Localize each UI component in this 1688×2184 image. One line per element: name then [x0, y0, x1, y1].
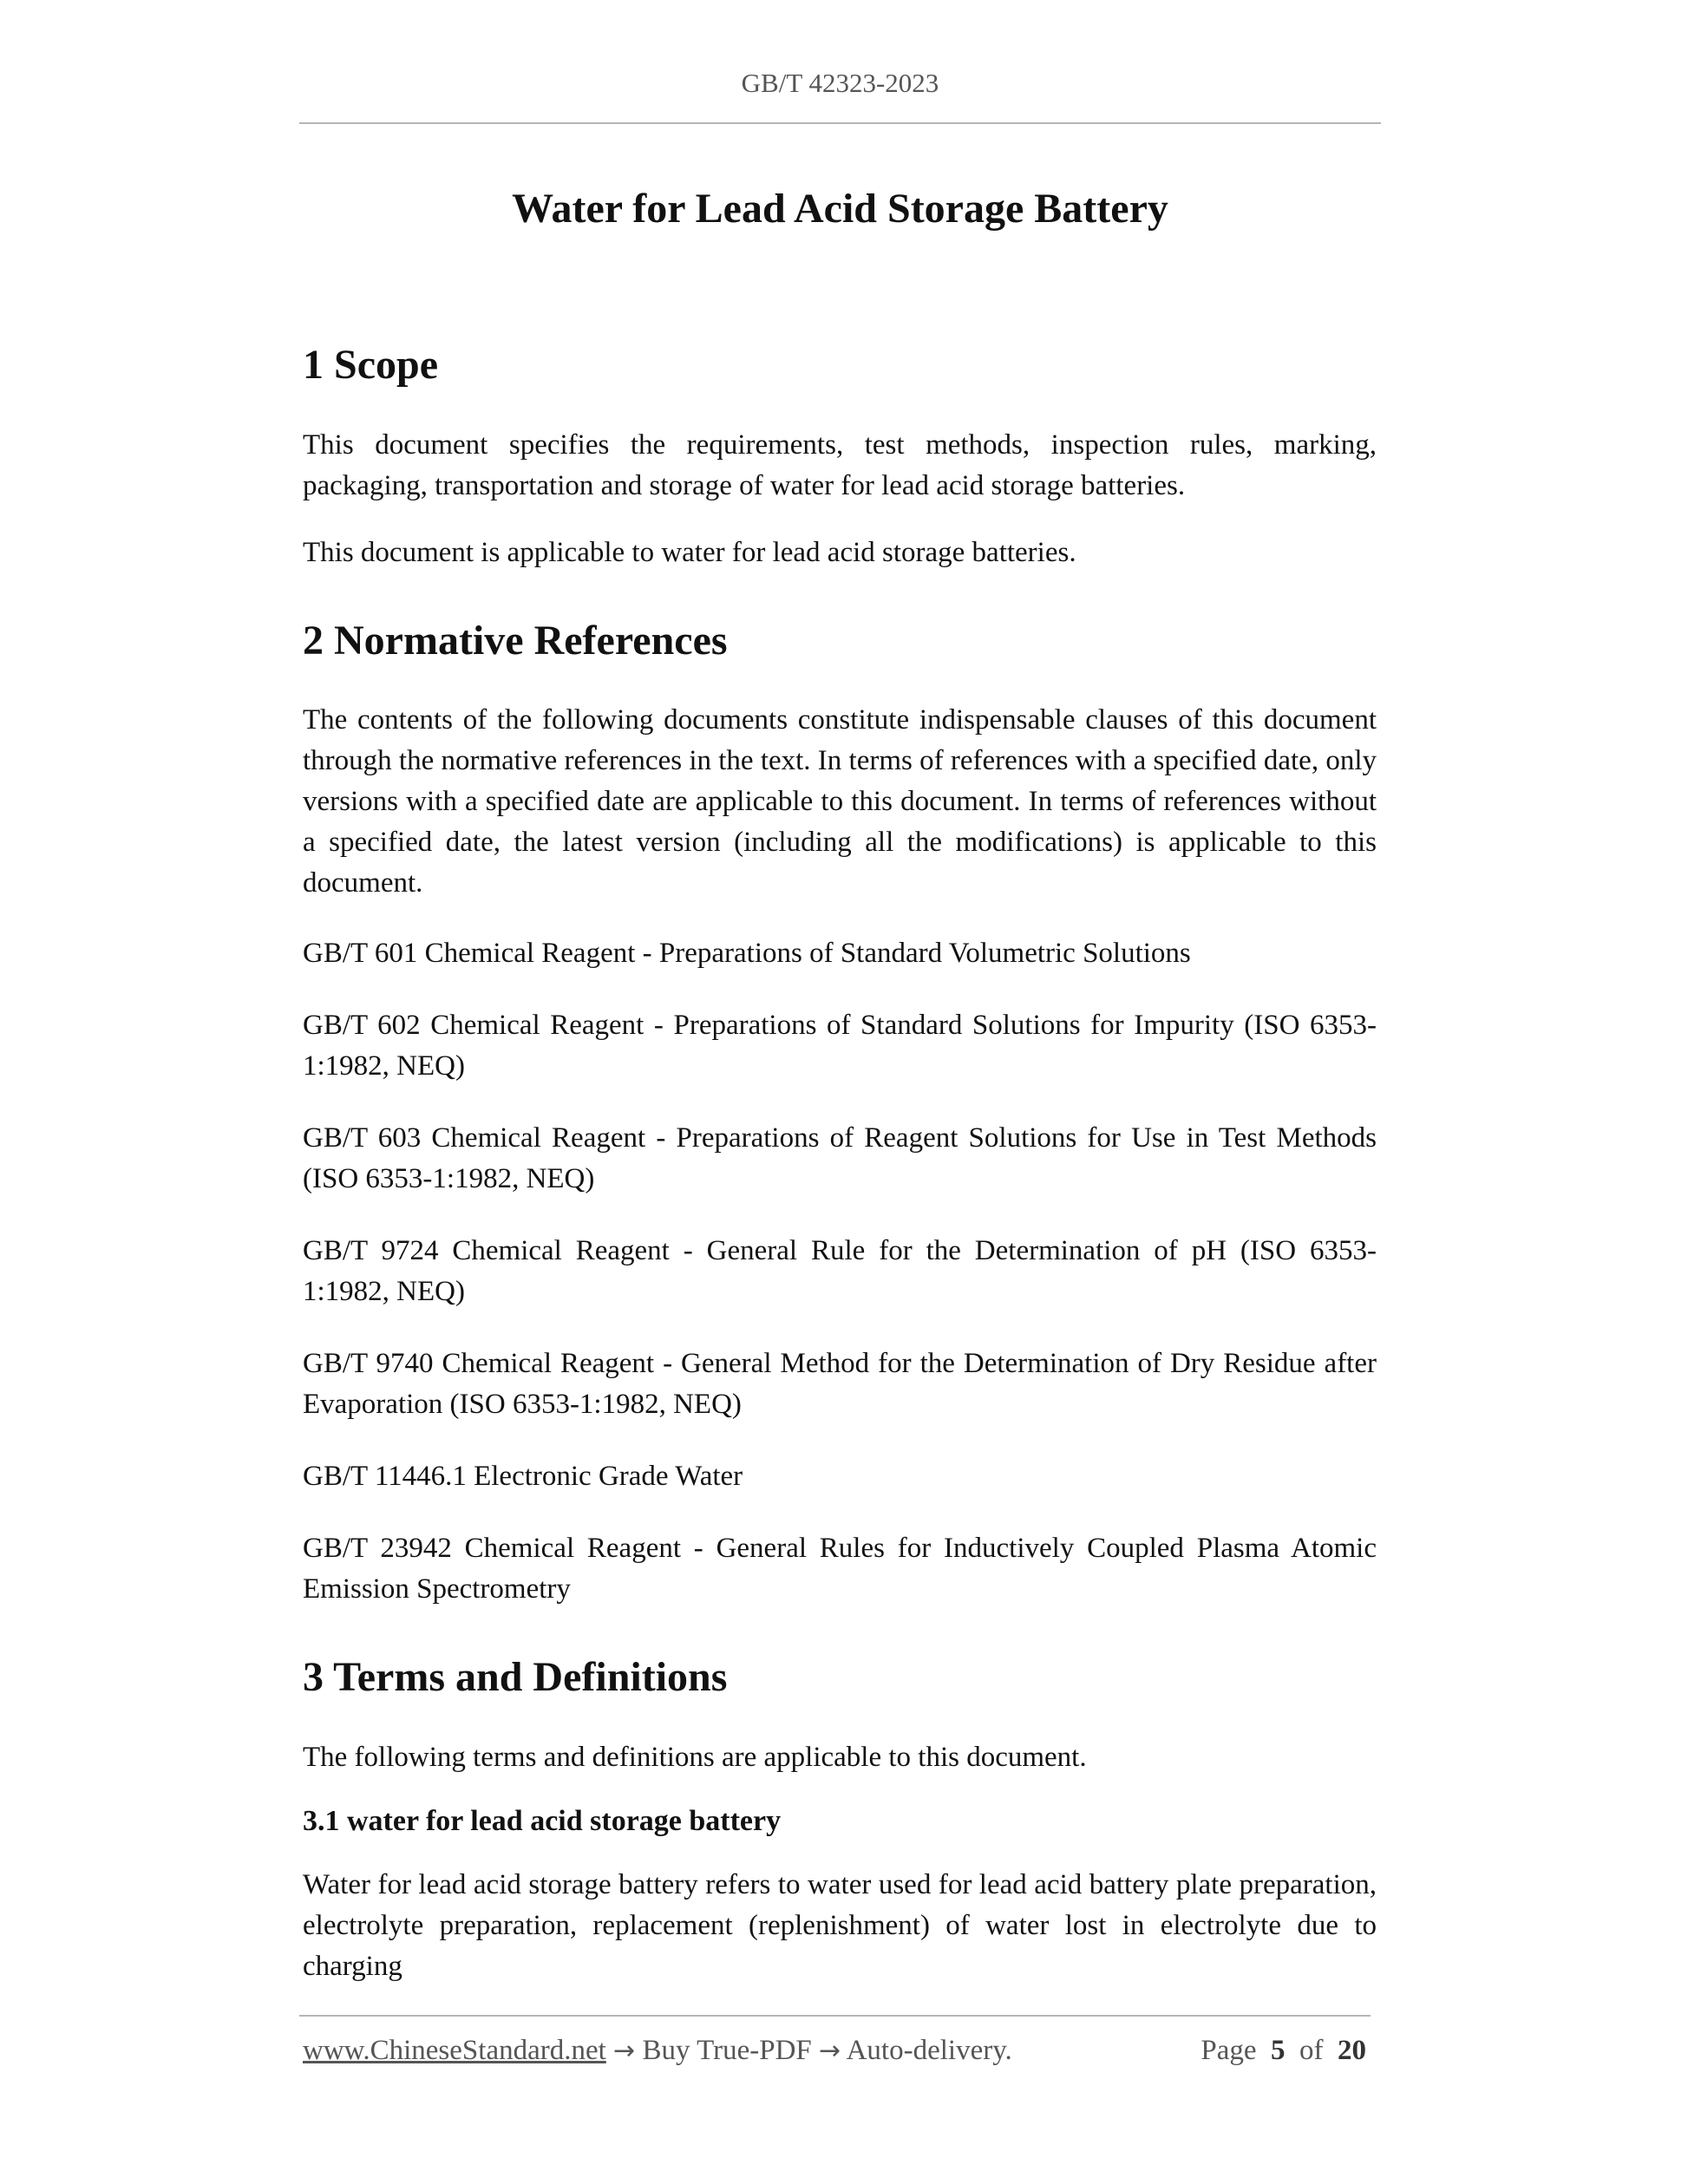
arrow-right-icon: → [613, 2036, 636, 2066]
reference-item: GB/T 11446.1 Electronic Grade Water [303, 1461, 743, 1493]
section-heading-terms-and-definitions: 3 Terms and Definitions [303, 1654, 728, 1701]
footer-divider [299, 2015, 1371, 2017]
reference-item: GB/T 602 Chemical Reagent - Preparations of Standard Solutions for Impurity (ISO 6353-1:1982, NEQ) [303, 1010, 1377, 1082]
section-heading-normative-references: 2 Normative References [303, 617, 728, 664]
arrow-right-icon: → [819, 2036, 841, 2066]
footer-promo [303, 2035, 1012, 2067]
reference-item: GB/T 9740 Chemical Reagent - General Method for the Determination of Dry Residue after Evaporation (ISO 6353-1:1982, NEQ) [303, 1348, 1377, 1421]
page-of-label: of [1299, 2035, 1324, 2066]
reference-item: GB/T 23942 Chemical Reagent - General Rules for Inductively Coupled Plasma Atomic Emission Spectrometry [303, 1533, 1377, 1605]
page-header-standard-number: GB/T 42323-2023 [741, 68, 939, 98]
document-title: Water for Lead Acid Storage Battery [512, 186, 1168, 232]
terms-intro-paragraph: The following terms and definitions are applicable to this document. [303, 1741, 1087, 1773]
header-divider [299, 122, 1381, 124]
page-label: Page [1201, 2035, 1257, 2066]
section-heading-scope: 1 Scope [303, 342, 438, 388]
page-current-number: 5 [1271, 2035, 1286, 2066]
reference-item: GB/T 9724 Chemical Reagent - General Rule for the Determination of pH (ISO 6353-1:1982, NEQ) [303, 1235, 1377, 1308]
scope-paragraph: This document is applicable to water for lead acid storage batteries. [303, 536, 1076, 568]
buy-true-pdf-text: Buy True-PDF [642, 2035, 812, 2066]
normative-references-intro: The contents of the following documents constitute indispensable clauses of this document through the normative references in the text. In terms of references with a specified date, only versions with a specified date are applicable to this document. In terms of references without a specified date, the latest version (including all the modifications) is applicable to this document. [303, 704, 1377, 899]
page-indicator [1201, 2035, 1366, 2067]
term-definition-paragraph: Water for lead acid storage battery refers to water used for lead acid battery plate preparation, electrolyte preparation, replacement (replenishment) of water lost in electrolyte due to charging [303, 1868, 1377, 1982]
page-total-number: 20 [1338, 2035, 1366, 2066]
reference-item: GB/T 603 Chemical Reagent - Preparations of Reagent Solutions for Use in Test Methods (ISO 6353-1:1982, NEQ) [303, 1122, 1377, 1195]
scope-paragraph: This document specifies the requirements, test methods, inspection rules, marking, packaging, transportation and storage of water for lead acid storage batteries. [303, 428, 1377, 501]
subsection-heading-term: 3.1 water for lead acid storage battery [303, 1804, 782, 1837]
auto-delivery-text: Auto-delivery. [846, 2035, 1012, 2066]
reference-item: GB/T 601 Chemical Reagent - Preparations of Standard Volumetric Solutions [303, 938, 1191, 970]
chinesestandard-link[interactable]: www.ChineseStandard.net [303, 2035, 606, 2066]
document-body [303, 340, 1377, 1987]
